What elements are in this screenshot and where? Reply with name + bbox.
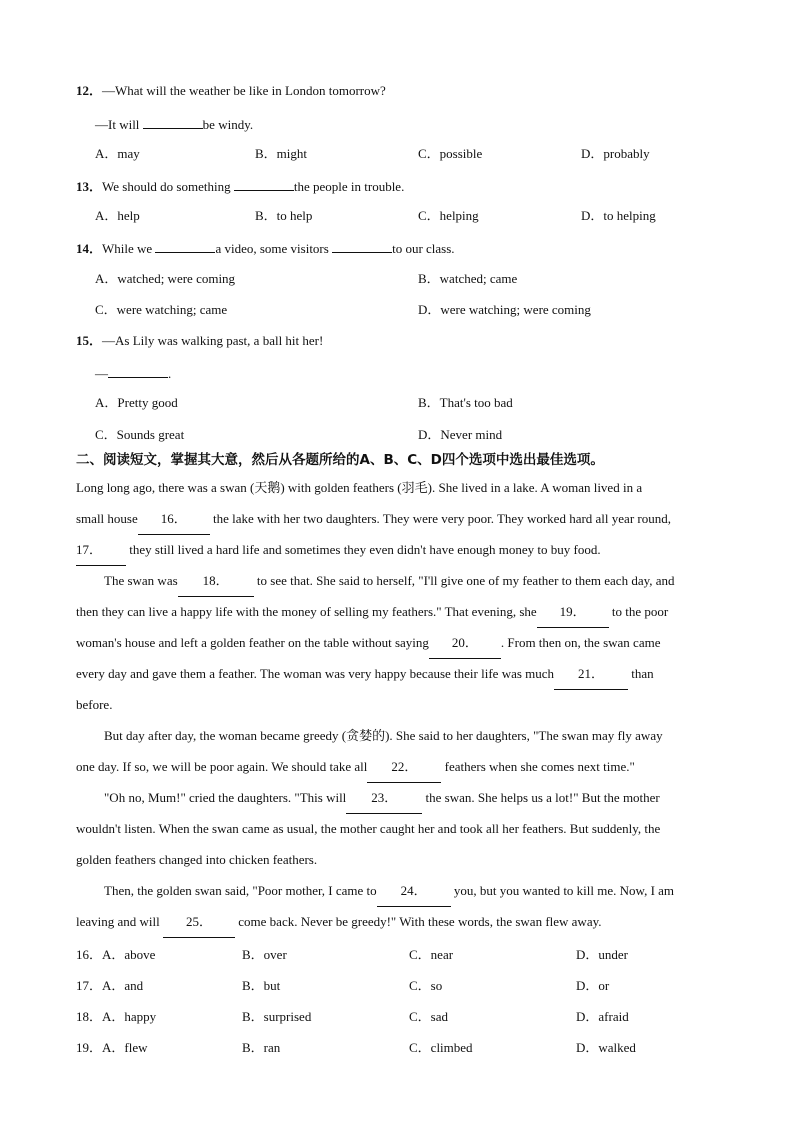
option-a: A．Pretty good <box>95 395 178 410</box>
reading-passage <box>76 472 740 937</box>
option-a: A．flew <box>102 1040 148 1055</box>
option-c: C．sad <box>409 1009 449 1024</box>
passage-text: to the poor <box>608 604 669 619</box>
option-d: D．or <box>576 978 610 993</box>
question-14-stem <box>76 239 455 257</box>
blank-20: 20． <box>429 627 501 659</box>
passage-line: before. <box>76 697 113 712</box>
option-a: A．watched; were coming <box>95 271 236 286</box>
option-a: A．may <box>95 146 140 161</box>
option-d: D．under <box>576 947 628 962</box>
question-text: —As Lily was walking past, a ball hit her! <box>102 333 324 348</box>
question-number: 16． <box>76 947 103 962</box>
passage-text: then they can live a happy life with the money of selling my feathers." That evening, she <box>76 604 537 619</box>
option-a: A．and <box>102 978 144 993</box>
option-c: C．were watching; came <box>95 302 228 317</box>
passage-text: woman's house and left a golden feather on the table without saying <box>76 635 429 650</box>
passage-text: Then, the golden swan said, "Poor mother, I came to <box>104 883 377 898</box>
blank-25: 25． <box>163 906 235 938</box>
passage-line: golden feathers changed into chicken feathers. <box>76 852 318 867</box>
blank-16: 16． <box>138 503 210 535</box>
question-text: While we <box>102 241 156 256</box>
option-d: D．were watching; were coming <box>418 302 591 317</box>
passage-text: every day and gave them a feather. The woman was very happy because their life was much <box>76 666 555 681</box>
question-15-line2 <box>95 364 171 382</box>
passage-line: wouldn't listen. When the swan came as usual, the mother caught her and took all her feathers. But suddenly, the <box>76 821 661 836</box>
question-text: We should do something <box>102 179 234 194</box>
passage-line <box>76 875 740 906</box>
passage-text: "Oh no, Mum!" cried the daughters. "This will <box>104 790 347 805</box>
answer-blank <box>332 239 392 253</box>
passage-line <box>76 782 740 813</box>
blank-18: 18． <box>178 565 254 597</box>
passage-text: come back. Never be greedy!" With these words, the swan flew away. <box>235 914 602 929</box>
passage-line <box>76 906 740 937</box>
answer-blank <box>108 364 168 378</box>
passage-line <box>76 658 740 689</box>
option-b: B．but <box>242 978 281 993</box>
passage-text: you, but you wanted to kill me. Now, I am <box>450 883 675 898</box>
option-d: D．walked <box>576 1040 636 1055</box>
blank-19: 19． <box>537 596 609 628</box>
question-15-stem <box>76 333 323 349</box>
option-c: C．helping <box>418 208 479 223</box>
answer-row-17 <box>76 978 143 994</box>
question-13-stem <box>76 177 404 195</box>
question-text: —It will <box>95 117 143 132</box>
answer-row-18 <box>76 1009 156 1025</box>
passage-text: the swan. She helps us a lot!" But the mother <box>422 790 660 805</box>
blank-24: 24． <box>377 875 451 907</box>
question-12-line2 <box>95 115 253 133</box>
option-c: C．climbed <box>409 1040 473 1055</box>
option-b: B．ran <box>242 1040 281 1055</box>
question-text: the people in trouble. <box>293 179 405 194</box>
passage-line <box>76 627 740 658</box>
answer-row-19 <box>76 1040 148 1056</box>
passage-line <box>76 596 740 627</box>
question-text: to our class. <box>392 241 455 256</box>
option-a: A．happy <box>102 1009 157 1024</box>
question-text: . <box>168 366 172 381</box>
option-d: D．to helping <box>581 208 656 223</box>
option-b: B．might <box>255 146 308 161</box>
question-number: 13． <box>76 179 103 194</box>
question-number: 14． <box>76 241 103 256</box>
answer-row-16 <box>76 947 155 963</box>
passage-text: one day. If so, we will be poor again. We should take all <box>76 759 368 774</box>
question-text: —What will the weather be like in London tomorrow? <box>102 83 386 98</box>
question-text: be windy. <box>202 117 254 132</box>
option-d: D．afraid <box>576 1009 629 1024</box>
option-c: C．possible <box>418 146 483 161</box>
blank-23: 23． <box>346 782 422 814</box>
blank-21: 21． <box>554 658 628 690</box>
option-c: C．Sounds great <box>95 427 185 442</box>
question-number: 12． <box>76 83 103 98</box>
passage-line: But day after day, the woman became greedy (贪婪的). She said to her daughters, "The swan may fly away <box>104 728 663 743</box>
option-c: C．near <box>409 947 454 962</box>
passage-text: The swan was <box>104 573 178 588</box>
answer-blank <box>143 115 203 129</box>
question-number: 15． <box>76 333 103 348</box>
answer-blank <box>155 239 215 253</box>
passage-text: feathers when she comes next time." <box>441 759 635 774</box>
passage-line <box>76 565 740 596</box>
blank-22: 22． <box>367 751 441 783</box>
blank-17: 17． <box>76 534 126 566</box>
passage-text: leaving and will <box>76 914 164 929</box>
passage-text: small house <box>76 511 138 526</box>
option-c: C．so <box>409 978 443 993</box>
question-number: 19． <box>76 1040 103 1055</box>
option-a: A．above <box>102 947 156 962</box>
question-number: 17． <box>76 978 103 993</box>
passage-line <box>76 503 740 534</box>
passage-text: to see that. She said to herself, "I'll give one of my feather to them each day, and <box>253 573 675 588</box>
section-heading: 二、阅读短文，掌握其大意，然后从各题所给的A、B、C、D四个选项中选出最佳选项。 <box>76 452 604 468</box>
question-number: 18． <box>76 1009 103 1024</box>
question-12-stem <box>76 83 386 99</box>
option-d: D．probably <box>581 146 650 161</box>
question-text: — <box>95 366 108 381</box>
passage-text: . From then on, the swan came <box>500 635 661 650</box>
option-b: B．That's too bad <box>418 395 513 410</box>
passage-text: than <box>628 666 654 681</box>
option-b: B．over <box>242 947 287 962</box>
option-b: B．to help <box>255 208 313 223</box>
question-text: a video, some visitors <box>215 241 333 256</box>
option-b: B．surprised <box>242 1009 312 1024</box>
passage-line: Long long ago, there was a swan (天鹅) with golden feathers (羽毛). She lived in a lake. A woman lived in a <box>76 480 643 495</box>
passage-text: they still lived a hard life and sometimes they even didn't have enough money to buy food. <box>126 542 601 557</box>
passage-line <box>76 534 740 565</box>
answer-blank <box>234 177 294 191</box>
option-a: A．help <box>95 208 140 223</box>
option-b: B．watched; came <box>418 271 518 286</box>
passage-line <box>76 751 740 782</box>
option-d: D．Never mind <box>418 427 503 442</box>
passage-text: the lake with her two daughters. They were very poor. They worked hard all year round, <box>209 511 671 526</box>
